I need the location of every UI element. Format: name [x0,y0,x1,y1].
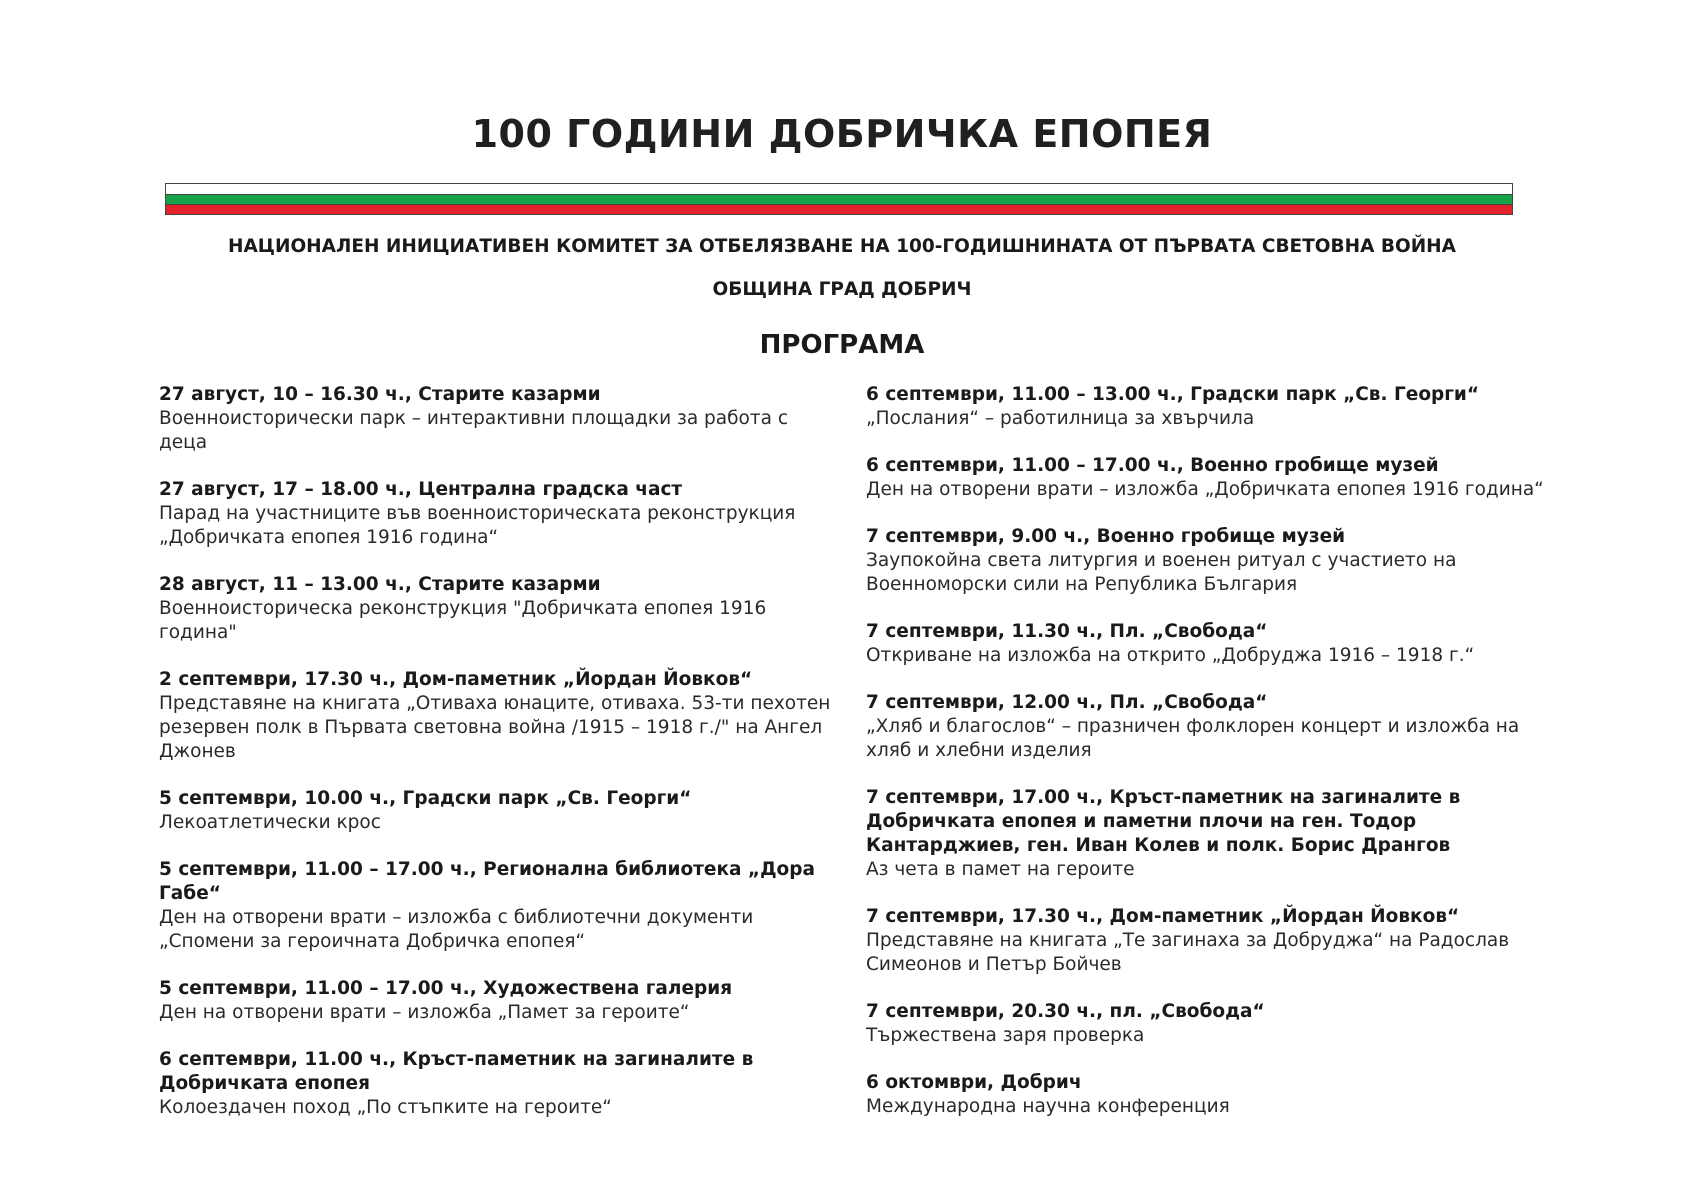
event-description: Аз чета в памет на героите [866,859,1135,880]
program-event [866,905,1566,977]
program-column-right [866,383,1566,1142]
committee-heading: НАЦИОНАЛЕН ИНИЦИАТИВЕН КОМИТЕТ ЗА ОТБЕЛЯЗВАНЕ НА 100-ГОДИШНИНАТА ОТ ПЪРВАТА СВЕТОВНА ВОЙНА [228,236,1456,257]
event-description: Заупокойна света литургия и военен ритуал с участието на Военноморски сили на Република България [866,550,1457,595]
event-description: Тържествена заря проверка [866,1025,1145,1046]
program-event [159,668,839,764]
flag-green-stripe [166,195,1512,205]
program-event [866,1071,1566,1119]
flag-red-stripe [166,205,1512,214]
event-heading: 7 септември, 9.00 ч., Военно гробище музей [866,526,1346,547]
event-description: Ден на отворени врати – изложба „Добричката епопея 1916 година“ [866,479,1544,500]
program-heading: ПРОГРАМА [759,330,925,360]
program-event [866,383,1566,431]
program-event [866,1000,1566,1048]
event-description: Представяне на книгата „Отиваха юнаците, отиваха. 53-ти пехотен резервен полк в Първата световна война /1915 – 1918 г./" на Ангел Джонев [159,693,831,762]
program-event [866,454,1566,502]
program-event [159,977,839,1025]
event-heading: 7 септември, 12.00 ч., Пл. „Свобода“ [866,692,1268,713]
event-description: Военноисторическа реконструкция "Добричката епопея 1916 година" [159,598,767,643]
event-description: Парад на участниците във военноисторическата реконструкция „Добричката епопея 1916 година“ [159,503,796,548]
program-event [159,1048,839,1120]
program-event [159,858,839,954]
program-event [159,573,839,645]
program-event [159,383,839,455]
event-heading: 5 септември, 10.00 ч., Градски парк „Св. Георги“ [159,788,692,809]
event-heading: 6 септември, 11.00 – 13.00 ч., Градски парк „Св. Георги“ [866,384,1480,405]
event-heading: 7 септември, 17.00 ч., Кръст-паметник на загиналите в Добричката епопея и паметни плочи на ген. Тодор Кантарджиев, ген. Иван Колев и полк. Борис Дрангов [866,787,1461,856]
event-heading: 2 септември, 17.30 ч., Дом-паметник „Йордан Йовков“ [159,669,753,690]
event-description: Ден на отворени врати – изложба с библиотечни документи „Спомени за героичната Добричка епопея“ [159,907,754,952]
program-event [866,691,1566,763]
event-heading: 7 септември, 17.30 ч., Дом-паметник „Йордан Йовков“ [866,906,1460,927]
municipality-heading: ОБЩИНА ГРАД ДОБРИЧ [712,279,972,300]
event-description: „Послания“ – работилница за хвърчила [866,408,1255,429]
event-heading: 7 септември, 20.30 ч., пл. „Свобода“ [866,1001,1265,1022]
event-heading: 27 август, 17 – 18.00 ч., Централна градска част [159,479,683,500]
event-description: Ден на отворени врати – изложба „Памет за героите“ [159,1002,690,1023]
event-heading: 7 септември, 11.30 ч., Пл. „Свобода“ [866,621,1268,642]
event-description: Военноисторически парк – интерактивни площадки за работа с деца [159,408,789,453]
event-description: Колоездачен поход „По стъпките на героите“ [159,1097,612,1118]
flag-white-stripe [166,184,1512,195]
event-heading: 6 септември, 11.00 ч., Кръст-паметник на загиналите в Добричката епопея [159,1049,754,1094]
event-description: Лекоатлетически крос [159,812,381,833]
event-description: Представяне на книгата „Те загинаха за Добруджа“ на Радослав Симеонов и Петър Бойчев [866,930,1510,975]
program-event [866,620,1566,668]
page-title: 100 ГОДИНИ ДОБРИЧКА ЕПОПЕЯ [471,112,1213,156]
event-description: Откриване на изложба на открито „Добруджа 1916 – 1918 г.“ [866,645,1475,666]
event-description: „Хляб и благослов“ – празничен фолклорен концерт и изложба на хляб и хлебни изделия [866,716,1520,761]
event-heading: 5 септември, 11.00 – 17.00 ч., Регионална библиотека „Дора Габе“ [159,859,815,904]
program-event [159,787,839,835]
event-description: Международна научна конференция [866,1096,1230,1117]
bulgarian-flag-stripe [165,183,1513,215]
event-heading: 5 септември, 11.00 – 17.00 ч., Художествена галерия [159,978,733,999]
program-column-left [159,383,839,1143]
event-heading: 6 октомври, Добрич [866,1072,1082,1093]
event-heading: 28 август, 11 – 13.00 ч., Старите казарми [159,574,601,595]
program-event [159,478,839,550]
program-event [866,786,1566,882]
event-heading: 6 септември, 11.00 – 17.00 ч., Военно гробище музей [866,455,1439,476]
event-heading: 27 август, 10 – 16.30 ч., Старите казарми [159,384,601,405]
program-event [866,525,1566,597]
